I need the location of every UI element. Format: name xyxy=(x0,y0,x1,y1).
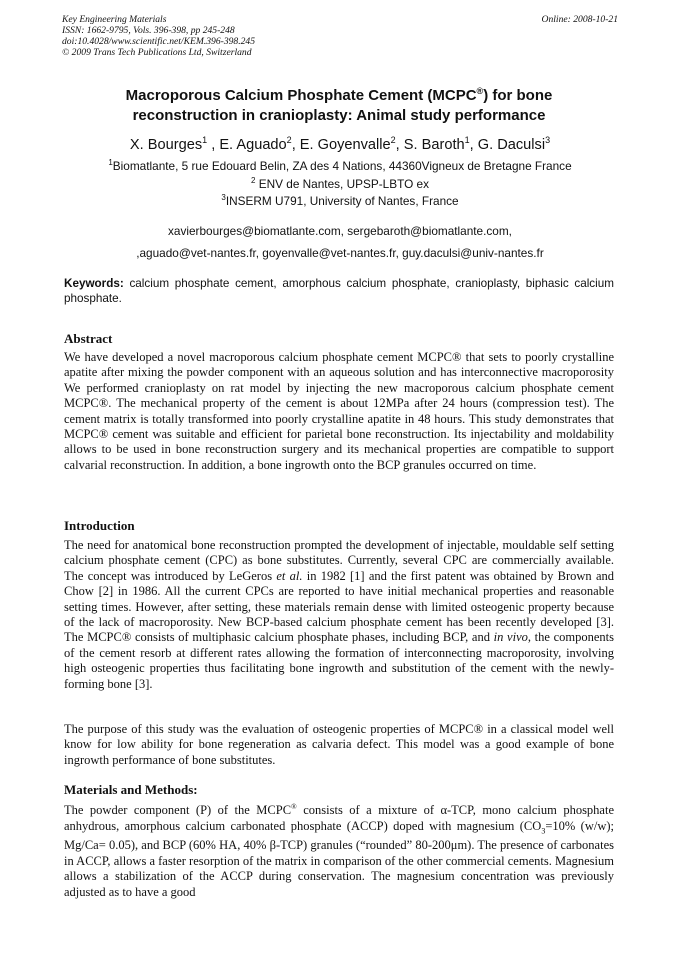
intro-text-segment: The need for anatomical bone reconstruction prompted the development of injectable, mouldable self setting calcium phosphate cement (CPC) as bone substitutes. Currently, several CPC are commercially available. The concept was introduced by LeGeros xyxy=(64,538,614,583)
email-line: xavierbourges@biomatlante.com, sergebaroth@biomatlante.com, xyxy=(168,224,512,238)
author-affiliation-mark: 2 xyxy=(286,135,292,145)
registered-mark: ® xyxy=(291,802,297,811)
author-name: S. Baroth xyxy=(403,136,465,153)
intro-text-segment: , the components of the cement resorb at different rates allowing the formation of interconnecting macroporosity, involving high osteogenic properties thus facilitating bone ingrowth and substitution of the cement with the newly-forming bone [3]. xyxy=(64,630,615,691)
journal-name: Key Engineering Materials xyxy=(62,14,167,25)
affiliation-line xyxy=(62,156,618,174)
affiliation-mark: 3 xyxy=(221,193,226,203)
journal-header xyxy=(62,14,618,58)
author-affiliation-mark: 2 xyxy=(390,135,396,145)
author-affiliation-mark: 1 xyxy=(202,135,208,145)
introduction-heading: Introduction xyxy=(64,518,135,533)
title-line1-b: ) for bone xyxy=(483,87,553,104)
affiliation-text: INSERM U791, University of Nantes, France xyxy=(225,193,459,208)
introduction-paragraph-1 xyxy=(64,538,614,692)
methods-text-segment: =10% (w/w); Mg/Ca= 0.05), and BCP (60% HA, 40% β-TCP) granules (“rounded” 80-200μm). The presence of carbonates in ACCP, allows a faster resorption of the matrix in comparison of the other commercial cements. Magnesium allows a stabilization of the ACCP during conservation. The magnesium concentration was previously adjusted as to have a good xyxy=(64,818,614,899)
intro-emphasis: in vivo xyxy=(493,630,528,645)
title-line1-a: Macroporous Calcium Phosphate Cement (MCPC xyxy=(125,87,477,104)
author-name: G. Daculsi xyxy=(477,136,546,153)
affiliation-mark: 1 xyxy=(108,158,113,167)
methods-text-segment: consists of a mixture of α-TCP, mono calcium phosphate anhydrous, amorphous calcium carbonated phosphate (ACCP) doped with magnesium (CO xyxy=(64,803,614,833)
affiliation-text: ENV de Nantes, UPSP-LBTO ex xyxy=(255,176,429,191)
email-line: ,aguado@vet-nantes.fr, goyenvalle@vet-nantes.fr, guy.daculsi@univ-nantes.fr xyxy=(136,246,544,260)
introduction-paragraph-2: The purpose of this study was the evaluation of osteogenic properties of MCPC® in a classical model well know for low ability for bone regeneration as calvaria defect. This model was a good example of bone ingrowth performance of bone substitutes. xyxy=(64,722,614,767)
author-affiliation-mark: 3 xyxy=(545,135,551,145)
methods-paragraph xyxy=(64,799,614,900)
title-registered-mark: ® xyxy=(476,86,484,96)
copyright-line: © 2009 Trans Tech Publications Ltd, Switzerland xyxy=(62,47,252,58)
affiliation-mark: 2 xyxy=(251,175,256,185)
abstract-heading: Abstract xyxy=(64,331,113,346)
doi-line: doi:10.4028/www.scientific.net/KEM.396-398.245 xyxy=(62,36,256,47)
methods-text-segment: The powder component (P) of the MCPC xyxy=(64,803,292,818)
affiliation-list xyxy=(62,156,618,209)
subscript-3: 3 xyxy=(541,826,546,836)
affiliation-text: Biomatlante, 5 rue Edouard Belin, ZA des 4 Nations, 44360Vigneux de Bretagne France xyxy=(112,158,572,173)
author-name: X. Bourges xyxy=(129,136,203,153)
paper-title xyxy=(64,82,614,125)
keywords-paragraph xyxy=(64,277,614,306)
issn-line: ISSN: 1662-9795, Vols. 396-398, pp 245-248 xyxy=(62,25,235,36)
online-date: Online: 2008-10-21 xyxy=(541,14,618,25)
email-list xyxy=(62,220,618,264)
author-affiliation-mark: 1 xyxy=(464,135,470,145)
intro-text-segment: in 1982 [1] and the first patent was obtained by Brown and Chow [2] in 1986. All the current CPCs are reported to have initial mechanical properties and reasonable setting times. However, after setting, these materials remain dense with limited osteogenic property because of the lack of macroporosity. New BCP-based calcium phosphate cement has been recently developed [3]. The MCPC® consists of multiphasic calcium phosphate phases, including BCP, and xyxy=(64,568,614,645)
keywords-label: Keywords: xyxy=(64,277,124,290)
author-list: X. Bourges$^1$ , E. Aguado$^2$, E. Goyenvalle$^2$, S. Baroth$^1$, G. Daculsi$^3$ xyxy=(129,135,551,153)
affiliation-line xyxy=(62,174,618,192)
title-line2: reconstruction in cranioplasty: Animal study performance xyxy=(132,106,546,124)
intro-emphasis: et al. xyxy=(276,568,303,583)
author-name: E. Aguado xyxy=(219,136,287,153)
author-name: E. Goyenvalle xyxy=(299,136,391,153)
methods-heading: Materials and Methods: xyxy=(64,782,198,797)
abstract-text: We have developed a novel macroporous calcium phosphate cement MCPC® that sets to poorly crystalline apatite after mixing the powder component with an aqueous solution and has interconnective macroporosity We performed cranioplasty on rat model by injecting the new macroporous calcium phosphate cement MCPC®. The mechanical property of the cement is about 12MPa after 24 hours (compression test). The cement matrix is totally transformed into poorly crystalline apatite in 48 hours. This study demonstrates that MCPC® cement was suitable and efficient for parietal bone reconstruction. Its injectability and moldability allows to be used in bone reconstruction surgery and its mechanical properties are compatible to support calvarial reconstruction. In addition, a bone ingrowth onto the BCP granules occurred on time. xyxy=(64,350,614,472)
affiliation-line xyxy=(62,191,618,209)
keywords-text: calcium phosphate cement, amorphous calcium phosphate, cranioplasty, biphasic calcium phosphate. xyxy=(64,277,614,305)
